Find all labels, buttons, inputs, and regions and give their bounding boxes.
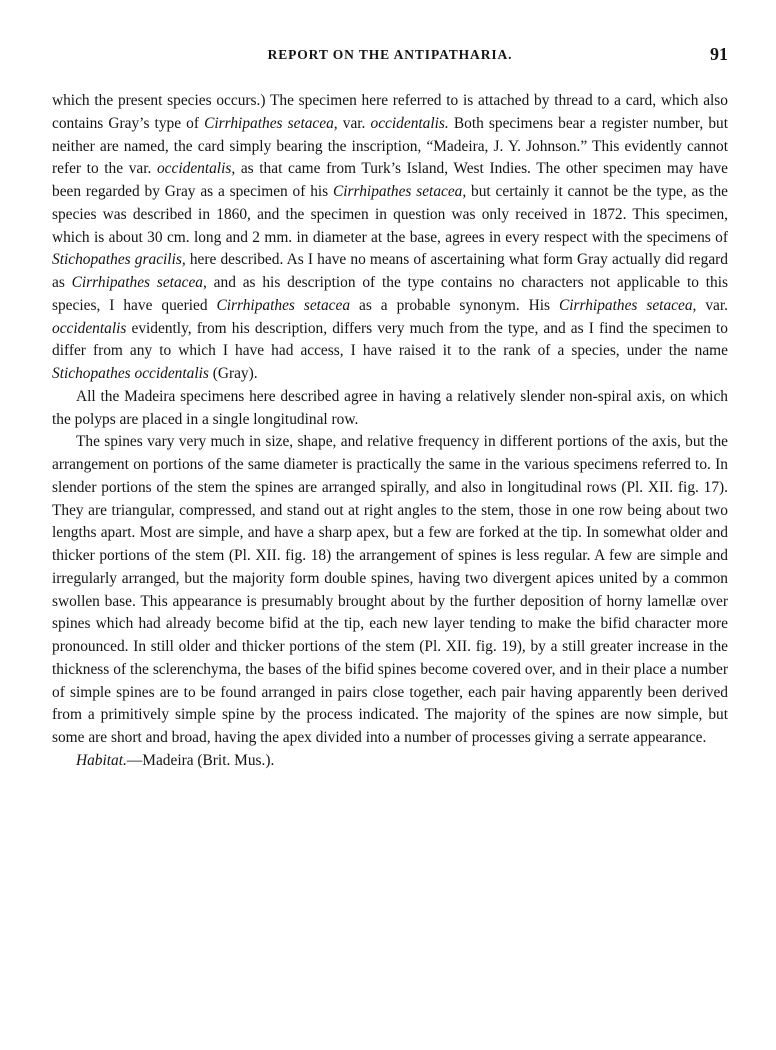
paragraph [52, 431, 728, 750]
text-run: var. [696, 296, 728, 314]
text-run: evidently, from his description, differs very much from the type, and as I find the specimen to differ from any to which I have had access, I have raised it to the rank of a species, under the name [52, 319, 728, 360]
text-run: Both specimens bear a register number, but neither are named, the card simply bearing the inscription, “Madeira, J. Y. Johnson.” This evidently cannot refer to the var. [52, 114, 728, 178]
italic-text: Cirrhipathes setacea, [333, 183, 467, 200]
text-run: (Gray). [208, 365, 258, 382]
running-title: REPORT ON THE ANTIPATHARIA. [267, 47, 513, 62]
text-run: All the Madeira specimens here described agree in having a relatively slender non-spiral axis, on which the polyps are placed in a single longitudinal row. [52, 387, 728, 428]
italic-text: Cirrhipathes setacea [216, 296, 351, 314]
text-run: but certainly it cannot be the type, as the species was described in 1860, and the specimen in question was only received in 1872. This specimen, which is about 30 cm. long and 2 mm. in diameter at the base, agrees in every respect with the specimens of [52, 183, 728, 246]
italic-text: occidentalis [52, 319, 127, 337]
text-run: as a probable synonym. His [350, 296, 559, 314]
italic-text: Cirrhipathes setacea, [71, 274, 207, 291]
page-header [52, 44, 728, 70]
text-run: var. [337, 114, 371, 132]
paragraph [52, 386, 728, 432]
text-run: and as his description of the type contains no characters not applicable to this species, I have queried [52, 274, 728, 314]
body-text [52, 90, 728, 773]
italic-text: occidentalis, [156, 160, 236, 178]
page-number: 91 [710, 44, 728, 64]
italic-text: occidentalis. [370, 114, 449, 132]
italic-text: Cirrhipathes setacea, [204, 114, 338, 132]
text-run: —Madeira (Brit. Mus.). [126, 751, 275, 769]
paragraph [52, 750, 728, 773]
text-run: The spines vary very much in size, shape, and relative frequency in different portions of the axis, but the arrangement on portions of the same diameter is practically the same in the various specimens referred to. In slender portions of the stem the spines are arranged spirally, and also in longitudinal rows (Pl. XII. fig. 17). They are triangular, compressed, and stand out at right angles to the stem, those in one row being about two lengths apart. Most are simple, and have a sharp apex, but a few are forked at the tip. In somewhat older and thicker portions of the stem (Pl. XII. fig. 18) the arrangement of spines is less regular. A few are simple and irregularly arranged, but the majority form double spines, having two divergent apices united by a common swollen base. This appearance is presumably brought about by the further deposition of horny lamellæ over spines which had already become bifid at the tip, each new layer tending to make the bifid character more pronounced. In still older and thicker portions of the stem (Pl. XII. fig. 19), by a still greater increase in the thickness of the sclerenchyma, the bases of the bifid spines become covered over, and in their place a number of simple spines are to be found arranged in pairs close together, each pair having apparently been derived from a primitively simple spine by the process indicated. The majority of the spines are now simple, but some are short and broad, having the apex divided into a number of processes giving a serrate appearance. [52, 433, 728, 746]
italic-text: Habitat. [76, 751, 127, 769]
italic-text: Stichopathes occidentalis [52, 365, 209, 382]
text-run: as that came from Turk’s Island, West Indies. The other specimen may have been regarded by Gray as a specimen of his [52, 160, 728, 200]
italic-text: Cirrhipathes setacea, [559, 296, 697, 314]
text-run: here described. As I have no means of ascertaining what form Gray actually did regard as [52, 251, 728, 291]
text-run: which the present species occurs.) The specimen here referred to is attached by thread to a card, which also contains Gray’s type of [52, 92, 728, 132]
italic-text: Stichopathes gracilis, [52, 251, 186, 269]
paragraph [52, 90, 728, 386]
